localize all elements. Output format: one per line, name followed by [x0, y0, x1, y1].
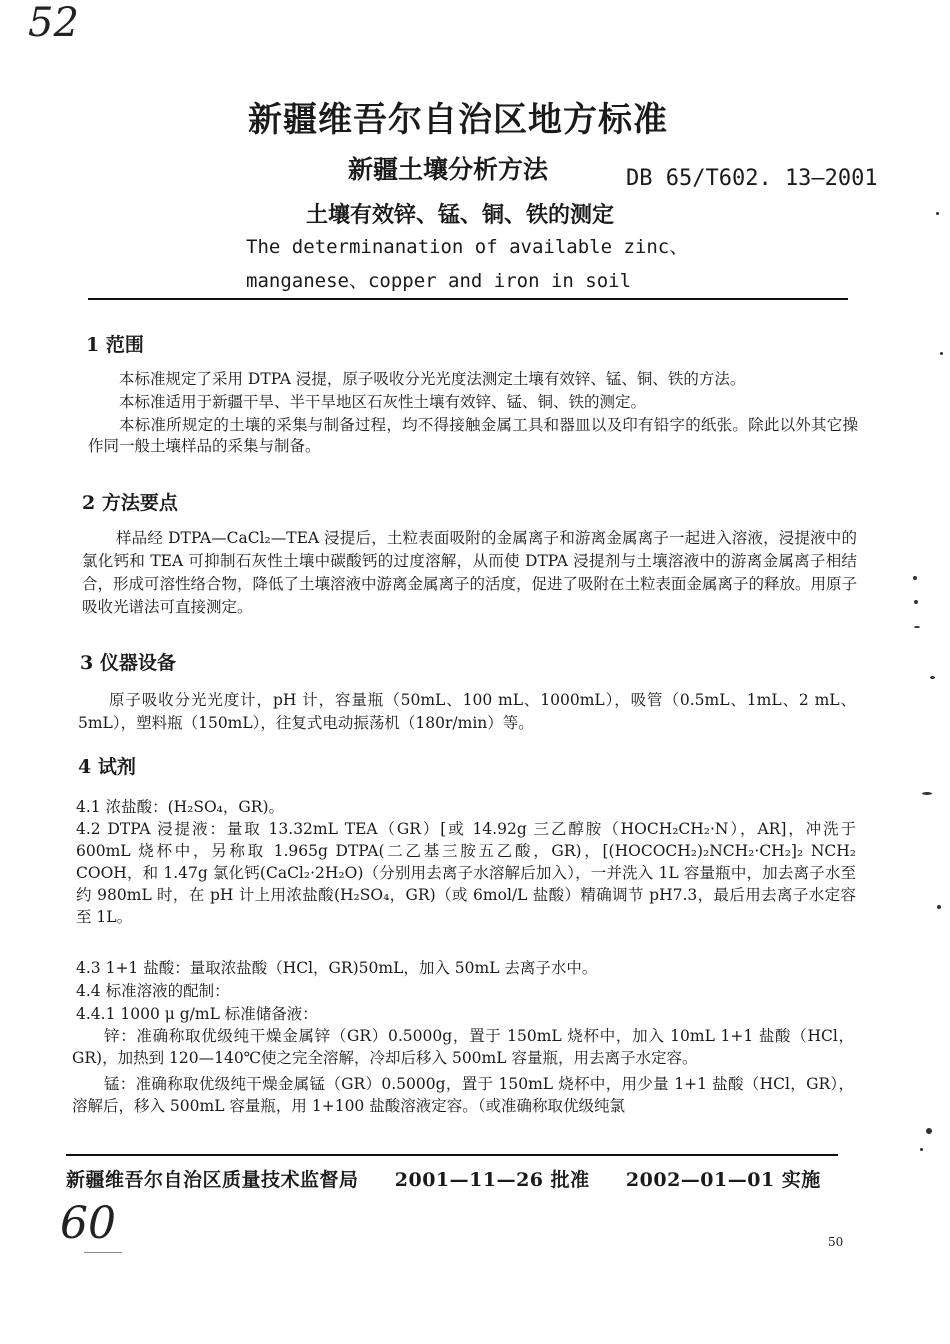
- standard-manganese: 锰：准确称取优级纯干燥金属锰（GR）0.5000g，置于 150mL 烧杯中，用少量 1+1 盐酸（HCl，GR），溶解后，移入 500mL 容量瓶，用 1+100 盐酸溶液定容。（或准确称取优级纯氯: [72, 1075, 854, 1115]
- reagent-4-3: 4.3 1+1 盐酸：量取浓盐酸（HCl，GR)50mL，加入 50mL 去离子水中。: [76, 959, 598, 977]
- reagent-4-4: 4.4 标准溶液的配制：: [76, 982, 230, 1000]
- document-title-en-line1: The determinanation of available zinc、: [246, 236, 689, 258]
- page-number: 50: [828, 1235, 844, 1249]
- section-2-heading: 2 方法要点: [82, 492, 178, 514]
- handwritten-bottom-note: 60: [60, 1198, 116, 1249]
- reagent-4-4-1: 4.4.1 1000 μ g/mL 标准储备液：: [76, 1005, 318, 1023]
- scan-speck: [936, 212, 939, 215]
- scan-speck: [926, 1128, 932, 1134]
- document-title-zh: 土壤有效锌、锰、铜、铁的测定: [306, 202, 615, 228]
- section-3-heading: 3 仪器设备: [80, 652, 176, 674]
- header-rule: [88, 298, 848, 300]
- scan-speck: [922, 792, 932, 795]
- section-1-heading: 1 范围: [86, 334, 144, 356]
- reagent-4-2: 4.2 DTPA 浸提液：量取 13.32mL TEA（GR）[或 14.92g 三乙醇胺（HOCH₂CH₂·N），AR]，冲洗于 600mL 烧杯中，另称取 1.965g DTPA(二乙基三胺五乙酸，GR)，[(HOCOCH₂)₂NCH₂·CH₂]₂ NCH₂ COOH，和 1.47g 氯化钙(CaCl₂·2H₂O)（分别用去离子水溶解后加入），一并洗入 1L 容量瓶中，加去离子水至约 980mL 时，在 pH 计上用浓盐酸(H₂SO₄，GR)（或 6mol/L 盐酸）精确调节 pH7.3，最后用去离子水定容至 1L。: [76, 820, 856, 926]
- handwritten-top-note: 52: [28, 0, 79, 46]
- standard-title: 新疆维吾尔自治区地方标准: [248, 100, 668, 140]
- document-title-en-line2: manganese、copper and iron in soil: [246, 270, 632, 292]
- footer-approve-date: 2001—11—26 批准: [394, 1169, 590, 1191]
- footer-issuer: 新疆维吾尔自治区质量技术监督局: [66, 1169, 359, 1191]
- section-4-heading: 4 试剂: [78, 756, 136, 778]
- scan-speck: [913, 576, 917, 580]
- scan-speck: [937, 905, 941, 909]
- standard-zinc: 锌：准确称取优级纯干燥金属锌（GR）0.5000g，置于 150mL 烧杯中，加入 10mL 1+1 盐酸（HCl，GR)，加热到 120—140℃使之完全溶解，冷却后移入 500mL 容量瓶，用去离子水定容。: [72, 1027, 854, 1067]
- section-1-para-2: 本标准适用于新疆干旱、半干旱地区石灰性土壤有效锌、锰、铜、铁的测定。: [119, 393, 647, 411]
- section-1-para-3: 本标准所规定的土壤的采集与制备过程，均不得接触金属工具和器皿以及印有铅字的纸张。除此以外其它操作同一般土壤样品的采集与制备。: [88, 416, 858, 455]
- footer-implement-date: 2002—01—01 实施: [625, 1169, 821, 1191]
- section-1-para-1: 本标准规定了采用 DTPA 浸提，原子吸收分光光度法测定土壤有效锌、锰、铜、铁的方法。: [119, 370, 746, 388]
- section-3-para-1: 原子吸收分光光度计，pH 计，容量瓶（50mL、100 mL、1000mL），吸管（0.5mL、1mL、2 mL、5mL），塑料瓶（150mL），往复式电动振荡机（180r/min）等。: [78, 691, 856, 732]
- bottom-faint-rule: [84, 1252, 122, 1253]
- scan-speck: [930, 676, 935, 679]
- standard-number: DB 65/T602. 13—2001: [626, 166, 878, 191]
- scan-speck: [914, 600, 918, 604]
- scan-speck: [920, 1148, 923, 1151]
- section-2-para-1: 样品经 DTPA—CaCl₂—TEA 浸提后，土粒表面吸附的金属离子和游离金属离子一起进入溶液，浸提液中的氯化钙和 TEA 可抑制石灰性土壤中碳酸钙的过度溶解，从而使 DTPA 浸提剂与土壤溶液中的游离金属离子相结合，形成可溶性络合物，降低了土壤溶液中游离金属离子的活度，促进了吸附在土粒表面金属离子的释放。用原子吸收光谱法可直接测定。: [82, 529, 858, 616]
- footer-approval-line: [66, 1165, 821, 1192]
- footer-rule: [66, 1154, 838, 1156]
- scan-speck: [914, 626, 920, 628]
- scan-speck: [940, 352, 943, 355]
- reagent-4-1: 4.1 浓盐酸：(H₂SO₄，GR)。: [76, 798, 284, 816]
- standard-subtitle: 新疆土壤分析方法: [348, 155, 549, 184]
